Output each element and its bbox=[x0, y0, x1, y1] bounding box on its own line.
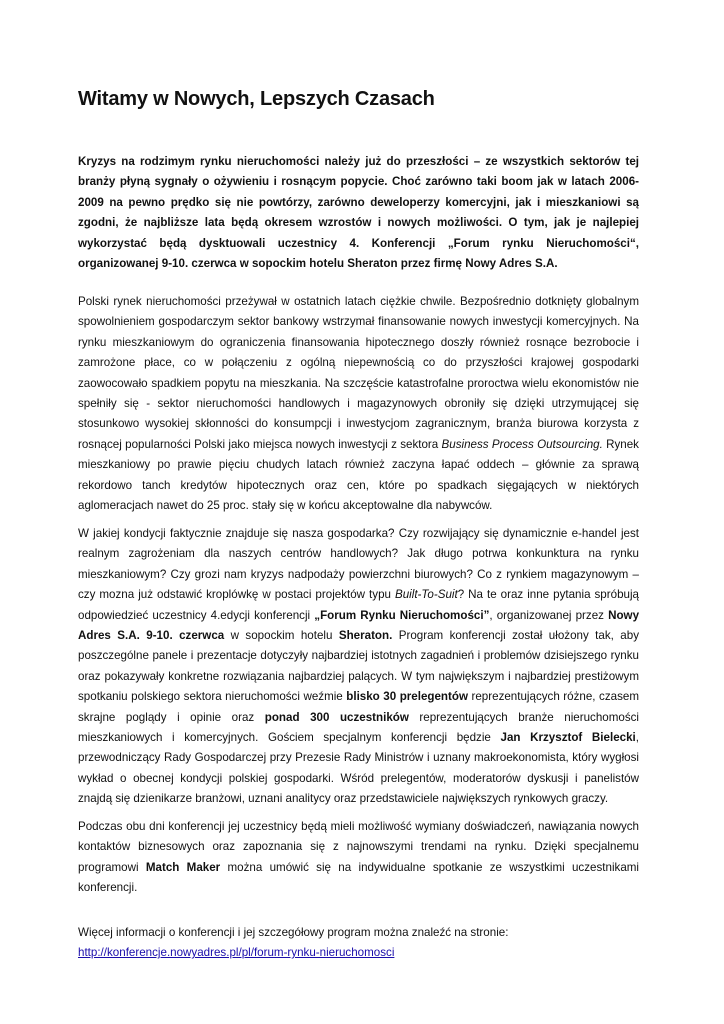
paragraph-3-bold-matchmaker: Match Maker bbox=[145, 860, 221, 874]
paragraph-2-text-c: ? Na te oraz inne pytania spróbują odpowiedzieć uczestnicy 4.edycji konferencji bbox=[78, 588, 639, 622]
paragraph-1-italic-bpo: Business Process Outsourcing. bbox=[441, 437, 603, 451]
paragraph-2-bold-organizer: Nowy Adres S.A. 9-10. czerwca bbox=[78, 608, 640, 643]
paragraph-2-text-e: , organizowanej przez bbox=[489, 608, 609, 622]
paragraph-3-text-c: można umówić się na indywidualne spotkanie ze wszystkimi uczestnikami konferencji. bbox=[78, 860, 639, 895]
paragraph-2-bold-guest: Jan Krzysztof Bielecki bbox=[500, 731, 636, 745]
paragraph-2-bold-participants: ponad 300 uczestników bbox=[264, 710, 409, 724]
paragraph-1 bbox=[78, 292, 639, 516]
document-title: Witamy w Nowych, Lepszych Czasach bbox=[78, 88, 435, 110]
paragraph-2-bold-venue: Sheraton. bbox=[338, 629, 393, 643]
paragraph-2-text-m: reprezentujących branże nieruchomości mieszkaniowych i komercyjnych. Gościem specjalnym konferencji będzie bbox=[78, 710, 639, 745]
paragraph-2 bbox=[78, 524, 639, 810]
paragraph-3-text-a: Podczas obu dni konferencji jej uczestnicy będą mieli możliwość wymiany doświadczeń, nawiązania nowych kontaktów biznesowych oraz zapoznania się z najnowszymi trendami na rynku. Dzięki specjalnemu programowi bbox=[78, 820, 639, 874]
paragraph-2-bold-speakers: blisko 30 prelegentów bbox=[346, 690, 468, 704]
paragraph-3 bbox=[78, 817, 639, 899]
paragraph-1-text-a: Polski rynek nieruchomości przeżywał w ostatnich latach ciężkie chwile. Bezpośrednio dotknięty globalnym spowolnieniem gospodarczym sektor bankowy wstrzymał finansowanie nowych inwestycji komercyjnych. Na rynku mieszkaniowym do ograniczenia finansowania hipotecznego doszły również rosnące bezrobocie i zamrożone płace, co w połączeniu z ogólną niepewnością co do przyszłości krajowej gospodarki zaowocowało spadkiem popytu na mieszkania. Na szczęście katastrofalne proroctwa wielu ekonomistów nie spełniły się - sektor nieruchomości handlowych i magazynowych obroniły się dzięki utrzymującej się stosunkowo wysokiej skłonności do konsumpcji i inwestycjom zagranicznym, branża biurowa korzysta z rosnącej popularności Polski jako miejsca nowych inwestycji z sektora bbox=[78, 295, 639, 451]
paragraph-2-text-k: reprezentujących różne, czasem skrajne poglądy i opinie oraz bbox=[78, 690, 639, 724]
paragraph-1-text-c: Rynek mieszkaniowy po prawie pięciu chudych latach również zaczyna łapać oddech – głównie za sprawą rekordowo tanch kredytów hipotecznych oraz cen, które po spadkach sięgających w niektórych aglomeracjach nawet do 25 proc. stały się w końcu akceptowalne dla nabywców. bbox=[78, 437, 639, 513]
paragraph-2-text-g: w sopockim hotelu bbox=[224, 629, 339, 643]
paragraph-2-italic-bts: Built-To-Suit bbox=[394, 588, 458, 602]
paragraph-2-bold-conference: „Forum Rynku Nieruchomości” bbox=[314, 608, 490, 622]
paragraph-2-text-o: , przewodniczący Rady Gospodarczej przy Prezesie Rady Ministrów i uznany makroekonomista, który wygłosi wykład o obecnej kondycji polskiej gospodarki. Wśród prelegentów, moderatorów dyskusji i panelistów znajdą się dzienikarze branżowi, uznani analitycy oraz przedstawiciele największych rynkowych graczy. bbox=[78, 731, 639, 806]
lead-paragraph: Kryzys na rodzimym rynku nieruchomości należy już do przeszłości – ze wszystkich sektorów tej branży płyną sygnały o ożywieniu i rosnącym popycie. Choć zarówno taki boom jak w latach 2006-2009 na pewno prędko się nie powtórzy, zarówno deweloperzy komercyjni, jak i mieszkaniowi są zgodni, że najbliższe lata będą okresem wzrostów i nowych możliwości. O tym, jak je najlepiej wykorzystać będą dysktuowali uczestnicy 4. Konferencji „Forum rynku Nieruchomości“, organizowanej 9-10. czerwca w sopockim hotelu Sheraton przez firmę Nowy Adres S.A. bbox=[78, 155, 639, 271]
more-info-text: Więcej informacji o konferencji i jej szczegółowy program można znaleźć na stronie: bbox=[78, 926, 509, 939]
paragraph-4 bbox=[78, 923, 639, 964]
paragraph-2-text-i: Program konferencji został ułożony tak, aby poszczególne panele i prezentacje dotyczyły najbardziej istotnych zagadnień i problemów dzisiejszego rynku oraz pokazywały konkretne rozwiązania najbardziej palących. W tym największym i najbardziej prestiżowym spotkaniu polskiego sektora nieruchomości weźmie bbox=[78, 629, 639, 704]
conference-link[interactable]: http://konferencje.nowyadres.pl/pl/forum-rynku-nieruchomosci bbox=[78, 946, 395, 960]
paragraph-2-text-a: W jakiej kondycji faktycznie znajduje się nasza gospodarka? Czy rozwijający się dynamicznie e-handel jest realnym zagrożeniam dla naszych centrów handlowych? Jak długo potrwa konkunktura na rynku mieszkaniowym? Czy grozi nam kryzys nadpodaży powierzchni biurowych? Co z rynkiem magazynowym – czy mozna już odstawić kroplówkę w postaci projektów typu bbox=[78, 527, 639, 602]
